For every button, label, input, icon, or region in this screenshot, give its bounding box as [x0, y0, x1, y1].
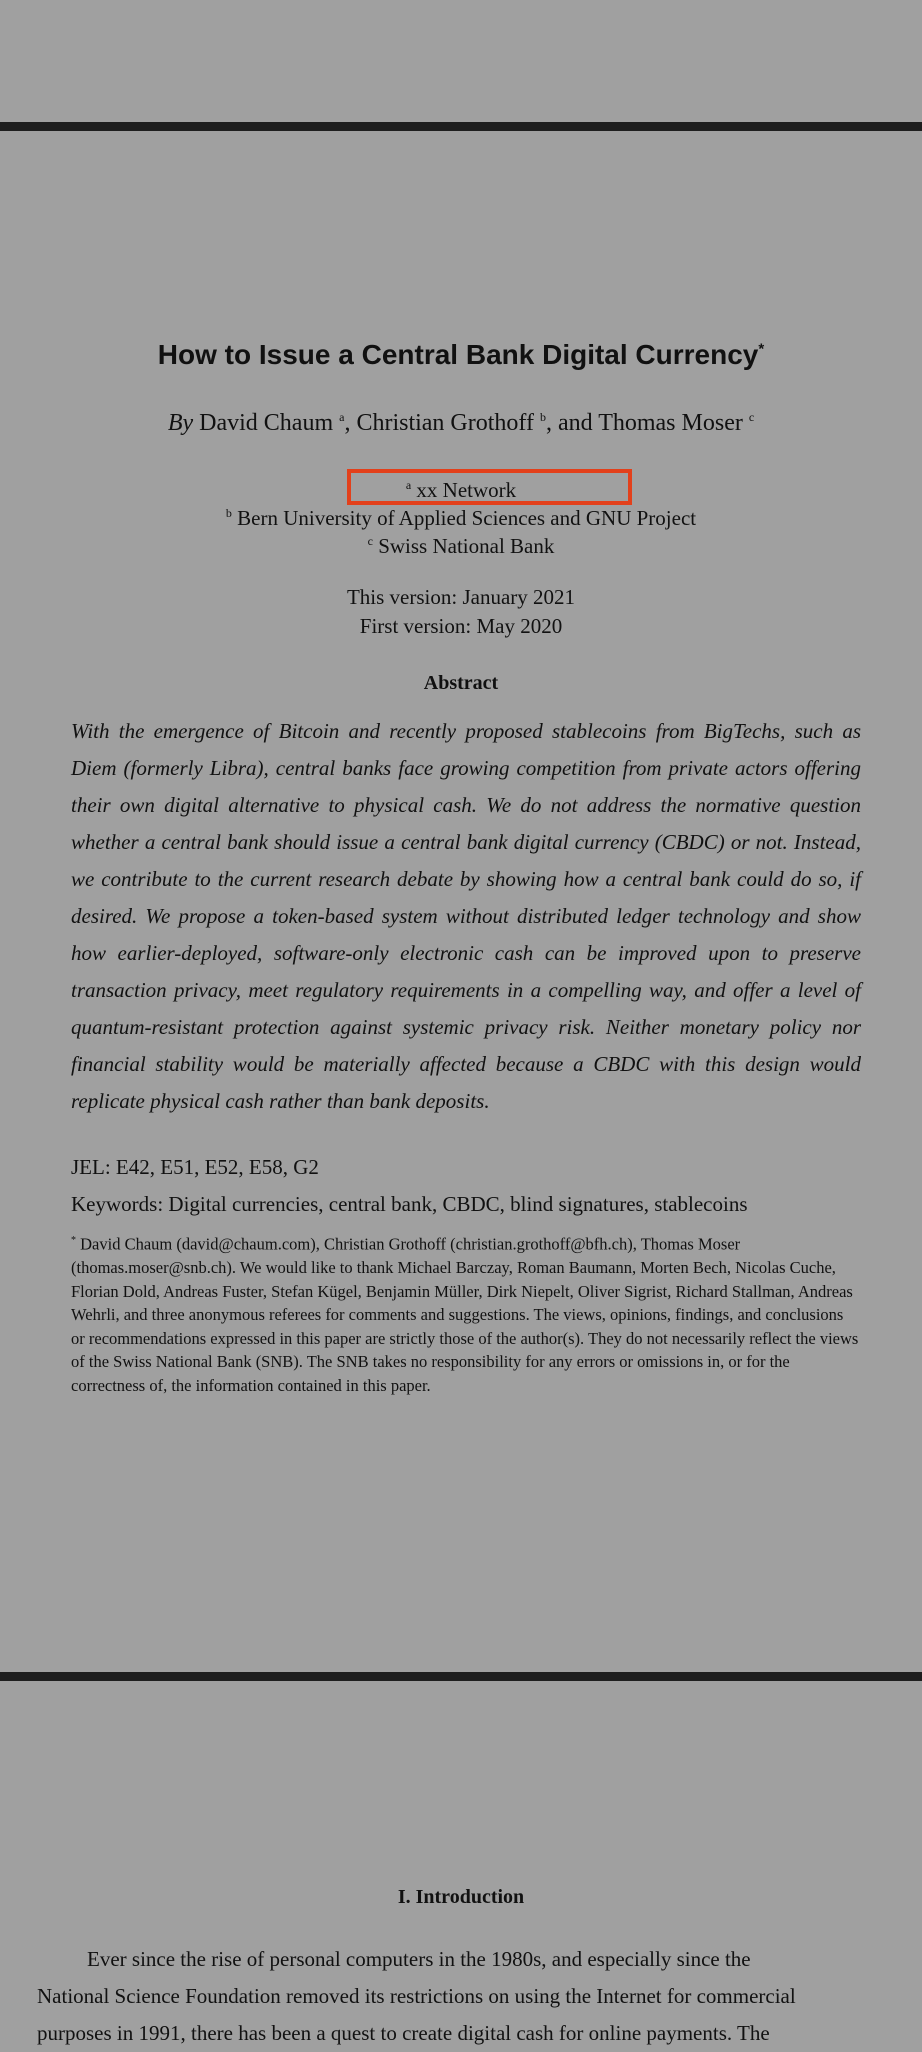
affiliation-a-name: xx Network: [416, 478, 517, 502]
author-grothoff-sup: b: [539, 410, 546, 424]
by-label: By: [167, 410, 194, 436]
author-moser: , and Thomas Moser: [545, 410, 743, 436]
highlight-box: [347, 469, 632, 505]
title-footnote-mark: *: [758, 340, 765, 358]
abstract-heading: Abstract: [423, 672, 499, 694]
affiliation-c: [0, 534, 922, 559]
author-grothoff: , Christian Grothoff: [344, 410, 534, 436]
paper-title: [0, 339, 922, 371]
title-text: How to Issue a Central Bank Digital Currency: [157, 339, 759, 370]
footnote-mark: *: [71, 1235, 76, 1246]
affiliation-b-sup: b: [225, 506, 232, 520]
affiliation-c-sup: c: [367, 534, 373, 548]
affiliation-b: [0, 506, 922, 531]
page-separator-top: [0, 122, 922, 131]
author-chaum-sup: a: [339, 410, 345, 424]
author-chaum: David Chaum: [199, 410, 334, 436]
introduction-heading: I. Introduction: [397, 1886, 525, 1908]
jel-codes: JEL: E42, E51, E52, E58, G2: [71, 1155, 319, 1179]
footnote: [71, 1229, 861, 1397]
introduction-body: Ever since the rise of personal computers in the 1980s, and especially since the National Science Foundation removed its restrictions on using the Internet for commercial purposes in 1991, there has been a quest to create digital cash for online payments. The: [37, 1947, 796, 2045]
footnote-text: David Chaum (david@chaum.com), Christian Grothoff (christian.grothoff@bfh.ch), Thomas Moser (thomas.moser@snb.ch). We would like to thank Michael Barczay, Roman Baumann, Morten Bech, Nicolas Cuche, Florian Dold, Andreas Fuster, Stefan Kügel, Benjamin Müller, Dirk Niepelt, Oliver Sigrist, Richard Stallman, Andreas Wehrli, and three anonymous referees for comments and suggestions. The views, opinions, findings, and conclusions or recommendations expressed in this paper are strictly those of the author(s). They do not necessarily reflect the views of the Swiss National Bank (SNB). The SNB takes no responsibility for any errors or omissions in, or for the correctness of, the information contained in this paper.: [71, 1234, 859, 1395]
affiliation-a-sup: a: [405, 478, 412, 492]
affiliation-b-name: Bern University of Applied Sciences and GNU Project: [237, 506, 697, 530]
abstract-body: With the emergence of Bitcoin and recently proposed stablecoins from BigTechs, such as Diem (formerly Libra), central banks face growing competition from private actors offering their own digital alternative to physical cash. We do not address the normative question whether a central bank should issue a central bank digital currency (CBDC) or not. Instead, we contribute to the current research debate by showing how a central bank could do so, if desired. We propose a token-based system without distributed ledger technology and show how earlier-deployed, software-only electronic cash can be improved upon to preserve transaction privacy, meet regulatory requirements in a compelling way, and offer a level of quantum-resistant protection against systemic privacy risk. Neither monetary policy nor financial stability would be materially affected because a CBDC with this design would replicate physical cash rather than bank deposits.: [71, 719, 861, 1113]
keywords: Keywords: Digital currencies, central bank, CBDC, blind signatures, stablecoins: [71, 1192, 748, 1216]
affiliation-c-name: Swiss National Bank: [378, 534, 555, 558]
author-moser-sup: c: [748, 410, 755, 424]
page-separator-middle: [0, 1672, 922, 1681]
this-version: This version: January 2021: [346, 585, 576, 609]
author-line: [0, 410, 922, 437]
first-version: First version: May 2020: [359, 614, 563, 638]
